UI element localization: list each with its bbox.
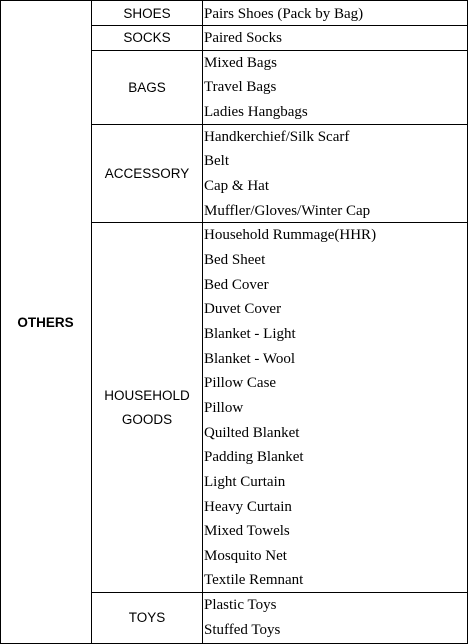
- category-line: GOODS: [121, 412, 173, 428]
- category-line: HOUSEHOLD: [104, 388, 190, 404]
- group-label: OTHERS: [17, 314, 74, 330]
- category-label: [92, 125, 202, 224]
- category-line: SHOES: [123, 5, 171, 21]
- item-name: Pillow: [204, 399, 244, 416]
- table-border-left: [0, 0, 1, 644]
- category-label: [92, 593, 202, 642]
- item-name: Mixed Bags: [204, 54, 277, 71]
- row-divider: [91, 592, 468, 593]
- row-divider: [91, 124, 468, 125]
- item-name: Heavy Curtain: [204, 498, 292, 515]
- row-divider: [91, 50, 468, 51]
- column-divider: [91, 0, 92, 644]
- column-divider: [202, 0, 203, 644]
- item-name: Textile Remnant: [204, 572, 304, 589]
- item-name: Stuffed Toys: [204, 621, 281, 638]
- item-name: Cap & Hat: [204, 178, 269, 195]
- category-label: [92, 26, 202, 51]
- category-label: [92, 2, 202, 27]
- category-line: SOCKS: [123, 30, 171, 46]
- table-border-top: [0, 0, 468, 1]
- item-name: Blanket - Light: [204, 325, 296, 342]
- item-name: Padding Blanket: [204, 449, 304, 466]
- item-name: Bed Cover: [204, 276, 269, 293]
- item-name: Mosquito Net: [204, 547, 287, 564]
- item-name: Blanket - Wool: [204, 350, 296, 367]
- row-divider: [91, 222, 468, 223]
- item-name: Handkerchief/Silk Scarf: [204, 128, 350, 145]
- category-label: [92, 223, 202, 593]
- item-name: Bed Sheet: [204, 252, 266, 268]
- row-divider: [91, 25, 468, 26]
- item-name: Plastic Toys: [204, 597, 277, 614]
- item-name: Travel Bags: [204, 79, 277, 96]
- category-line: BAGS: [128, 79, 166, 95]
- item-name: Quilted Blanket: [204, 424, 300, 441]
- item-name: Household Rummage(HHR): [204, 227, 377, 244]
- item-name: Muffler/Gloves/Winter Cap: [204, 202, 371, 219]
- category-label: [92, 51, 202, 125]
- item-name: Paired Socks: [204, 30, 282, 47]
- category-line: ACCESSORY: [104, 166, 190, 182]
- item-name: Ladies Hangbags: [204, 104, 308, 121]
- item-name: Mixed Towels: [204, 523, 290, 540]
- item-name: Belt: [204, 153, 229, 170]
- item-name: Duvet Cover: [204, 301, 282, 318]
- item-name: Pairs Shoes (Pack by Bag): [204, 5, 364, 22]
- item-name: Light Curtain: [204, 473, 286, 490]
- item-name: Pillow Case: [204, 375, 277, 392]
- category-line: TOYS: [128, 609, 166, 625]
